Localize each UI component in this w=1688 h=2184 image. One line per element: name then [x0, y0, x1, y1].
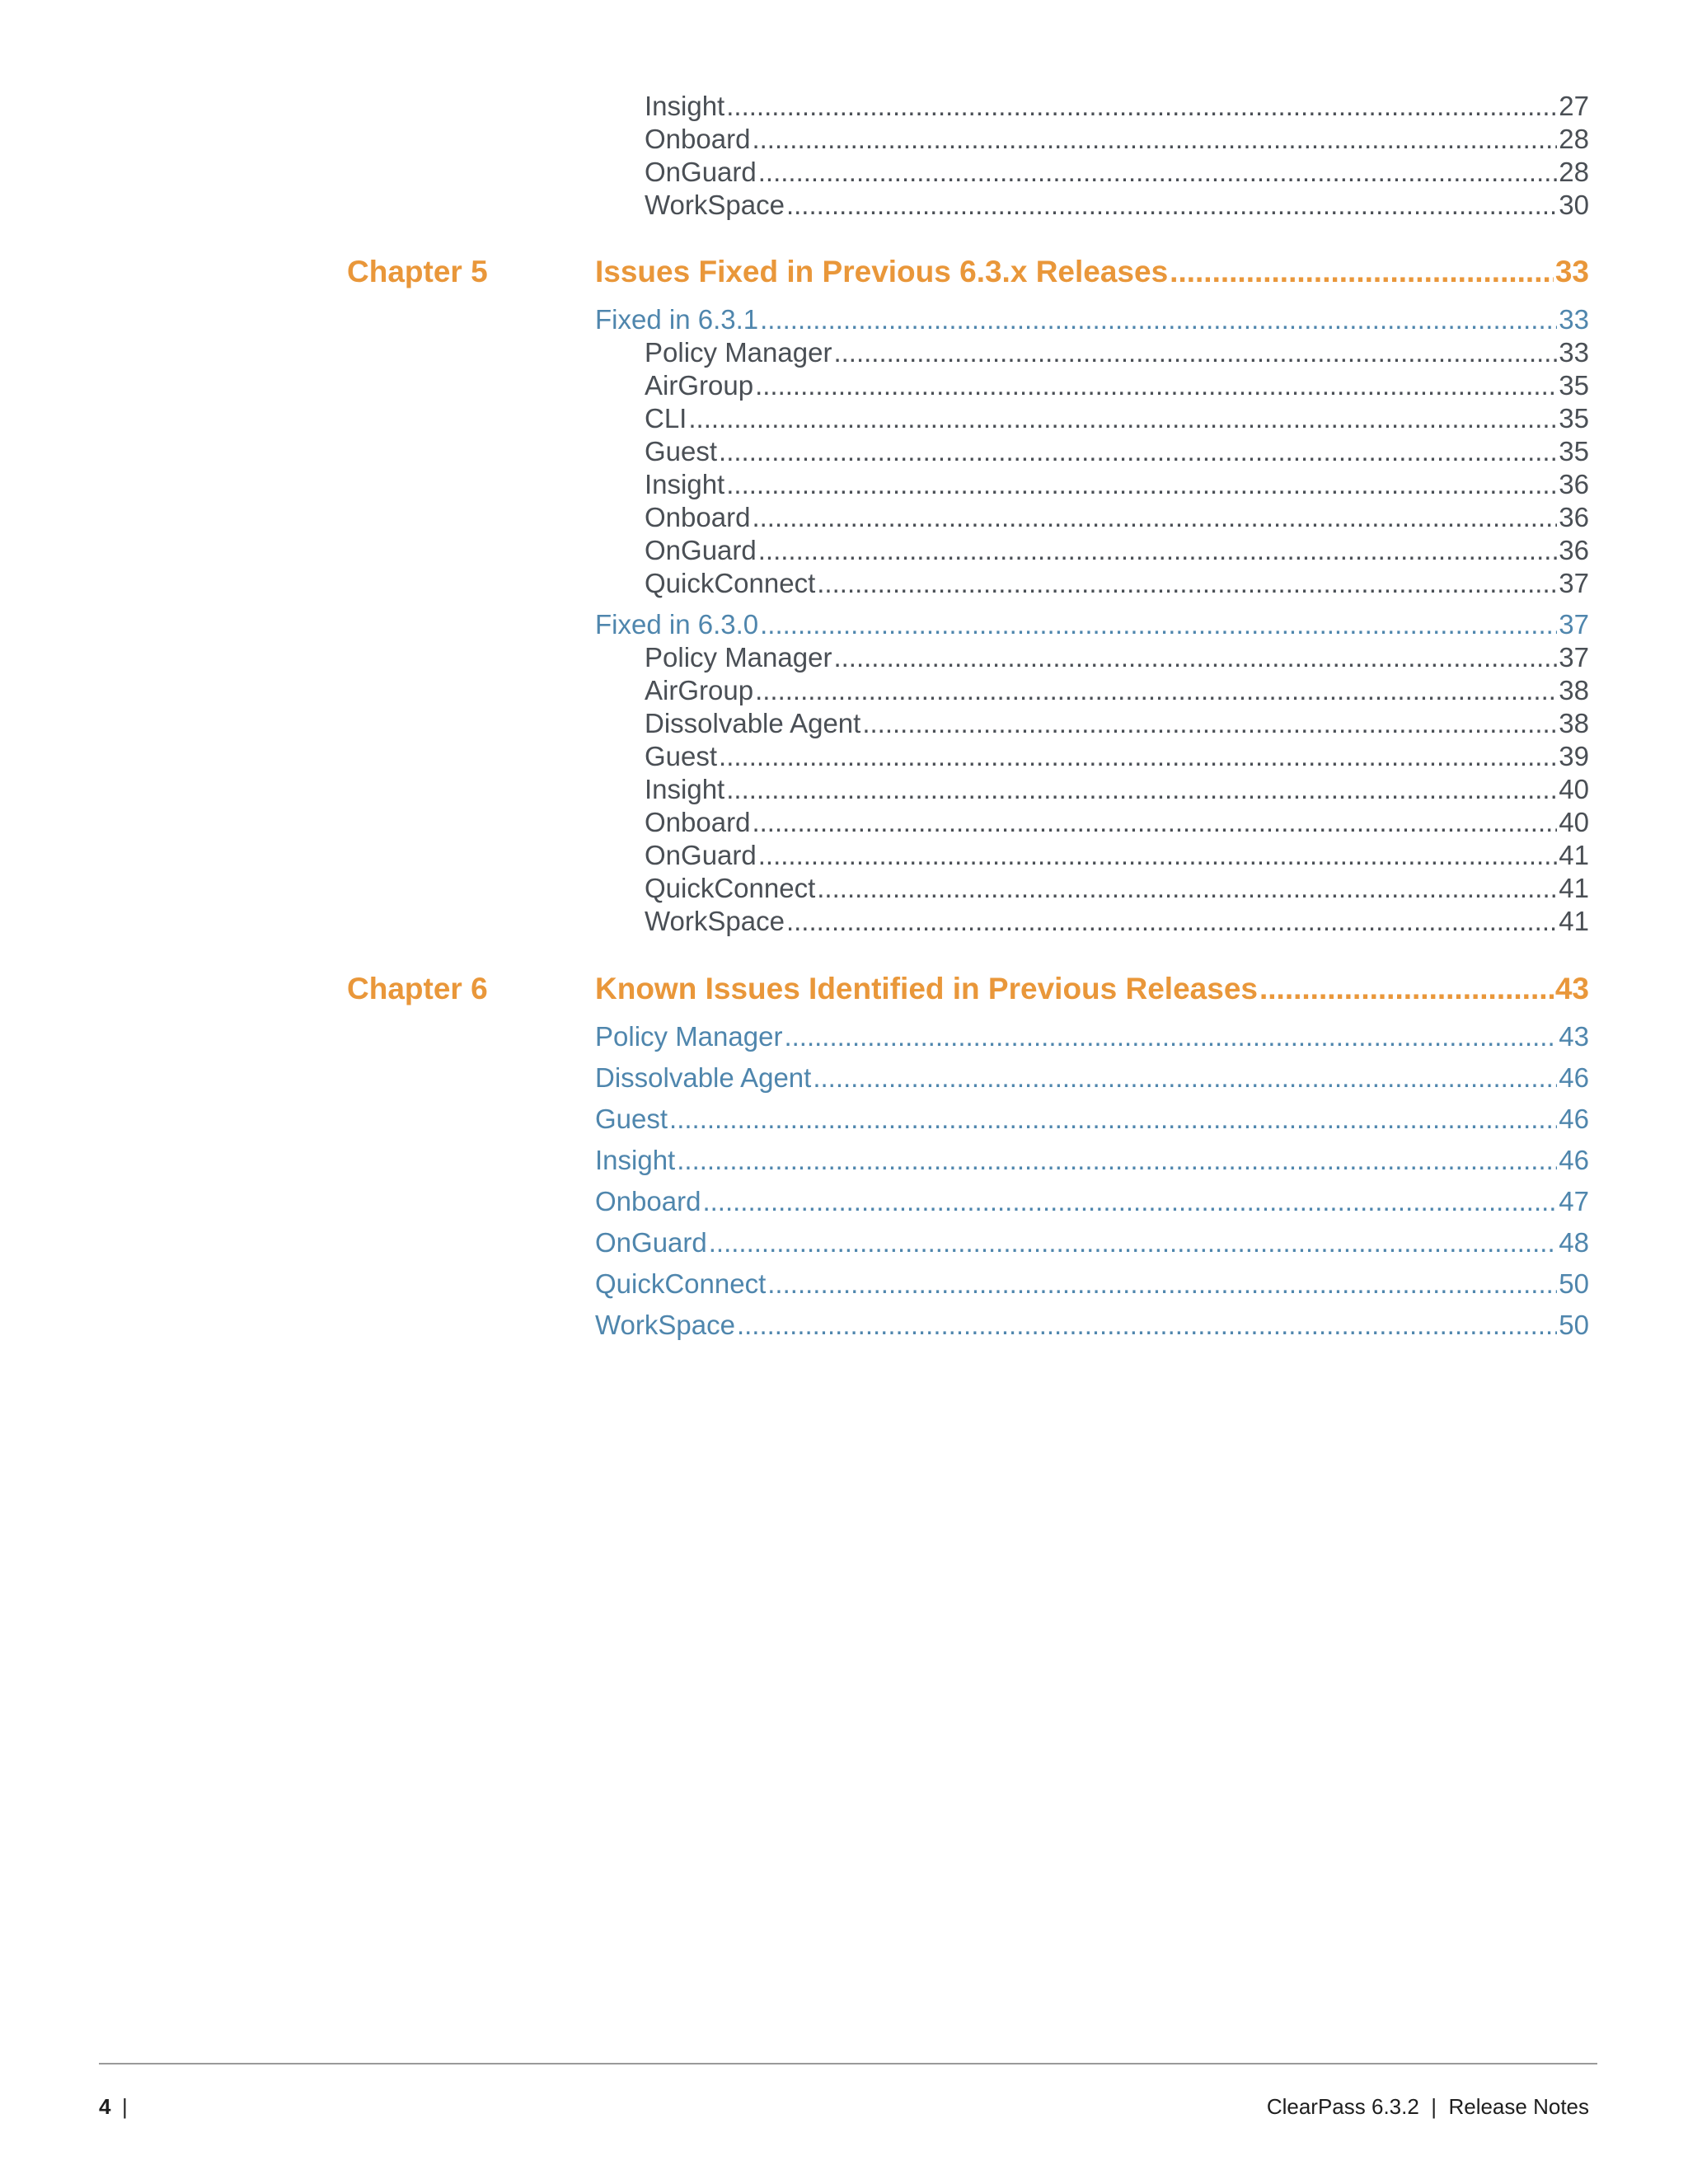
dot-leader	[817, 873, 1557, 904]
dot-leader	[726, 469, 1557, 500]
chapter-5-label: Chapter 5	[347, 255, 488, 288]
dot-leader	[726, 774, 1557, 805]
toc-entry[interactable]	[645, 502, 1589, 533]
toc-entry-label: WorkSpace	[645, 906, 785, 936]
chapter-6-label: Chapter 6	[347, 972, 488, 1005]
toc-entry-page: 36	[1559, 469, 1589, 499]
dot-leader	[752, 124, 1557, 155]
toc-section-page: 47	[1559, 1186, 1589, 1216]
toc-entry[interactable]	[645, 157, 1589, 188]
dot-leader	[726, 91, 1557, 122]
toc-entry-page: 37	[1559, 568, 1589, 598]
toc-section-label: QuickConnect	[595, 1268, 767, 1299]
toc-entry-label: QuickConnect	[645, 873, 816, 903]
toc-entry[interactable]	[645, 535, 1589, 566]
toc-entry-label: AirGroup	[645, 675, 754, 705]
toc-section-label: Fixed in 6.3.1	[595, 304, 759, 335]
toc-entry-label: OnGuard	[645, 157, 757, 187]
toc-entry-page: 27	[1559, 91, 1589, 121]
toc-section-label: Insight	[595, 1145, 676, 1175]
toc-entry-label: Onboard	[645, 807, 751, 837]
dot-leader	[688, 403, 1557, 434]
toc-entry-label: Onboard	[645, 502, 751, 532]
chapter-page: 43	[1554, 972, 1589, 1005]
chapter-6-heading[interactable]	[595, 972, 1589, 1006]
toc-entry-page: 28	[1559, 124, 1589, 154]
toc-section[interactable]	[595, 1145, 1589, 1176]
dot-leader	[677, 1145, 1557, 1176]
dot-leader	[719, 436, 1557, 467]
toc-entry[interactable]	[645, 91, 1589, 122]
dot-leader	[752, 502, 1557, 533]
chapter-title: Issues Fixed in Previous 6.3.x Releases	[595, 255, 1169, 288]
toc-entry[interactable]	[645, 469, 1589, 500]
toc-section-page: 46	[1559, 1062, 1589, 1093]
toc-entry-label: Insight	[645, 469, 725, 499]
toc-entry[interactable]	[645, 708, 1589, 739]
toc-entry[interactable]	[645, 807, 1589, 838]
dot-leader	[737, 1310, 1557, 1341]
toc-entry-label: Insight	[645, 774, 725, 804]
toc-entry[interactable]	[645, 741, 1589, 772]
toc-entry-label: CLI	[645, 403, 687, 434]
toc-section-label: Onboard	[595, 1186, 701, 1216]
dot-leader	[758, 535, 1558, 566]
toc-entry-page: 35	[1559, 436, 1589, 466]
toc-entry-page: 37	[1559, 642, 1589, 673]
dot-leader	[758, 840, 1558, 871]
toc-entry[interactable]	[645, 370, 1589, 401]
toc-entry[interactable]	[645, 190, 1589, 221]
dot-leader	[1170, 255, 1554, 289]
toc-section[interactable]	[595, 1021, 1589, 1052]
chapter-title: Known Issues Identified in Previous Releases	[595, 972, 1258, 1005]
dot-leader	[833, 337, 1557, 368]
footer-doc-title: ClearPass 6.3.2 | Release Notes	[1266, 2094, 1589, 2119]
toc-entry-page: 36	[1559, 535, 1589, 565]
toc-section-fixed-630[interactable]	[595, 609, 1589, 640]
toc-section-page: 46	[1559, 1145, 1589, 1175]
dot-leader	[760, 609, 1557, 640]
dot-leader	[709, 1227, 1558, 1258]
dot-leader	[862, 708, 1557, 739]
toc-section-label: Guest	[595, 1104, 668, 1134]
toc-entry-page: 39	[1559, 741, 1589, 771]
toc-section[interactable]	[595, 1186, 1589, 1217]
toc-entry-label: Dissolvable Agent	[645, 708, 861, 738]
toc-entry-label: QuickConnect	[645, 568, 816, 598]
toc-section[interactable]	[595, 1227, 1589, 1258]
toc-entry-label: OnGuard	[645, 840, 757, 870]
page-number: 4	[99, 2094, 111, 2119]
toc-entry-page: 41	[1559, 873, 1589, 903]
toc-entry-label: WorkSpace	[645, 190, 785, 220]
toc-entry[interactable]	[645, 337, 1589, 368]
toc-section-page: 50	[1559, 1268, 1589, 1299]
toc-entry[interactable]	[645, 675, 1589, 706]
dot-leader	[752, 807, 1557, 838]
toc-section[interactable]	[595, 1268, 1589, 1300]
toc-section[interactable]	[595, 1310, 1589, 1341]
toc-section-page: 46	[1559, 1104, 1589, 1134]
toc-section-page: 50	[1559, 1310, 1589, 1340]
toc-entry-page: 41	[1559, 840, 1589, 870]
dot-leader	[817, 568, 1557, 599]
toc-entry-page: 35	[1559, 403, 1589, 434]
toc-entry-label: Onboard	[645, 124, 751, 154]
toc-entry-page: 30	[1559, 190, 1589, 220]
toc-entry[interactable]	[645, 873, 1589, 904]
dot-leader	[786, 906, 1557, 937]
toc-section-label: OnGuard	[595, 1227, 707, 1258]
toc-entry-label: Policy Manager	[645, 642, 832, 673]
toc-entry-page: 38	[1559, 675, 1589, 705]
toc-section-label: Fixed in 6.3.0	[595, 609, 759, 640]
toc-entry-page: 35	[1559, 370, 1589, 401]
toc-entry-label: OnGuard	[645, 535, 757, 565]
toc-entry[interactable]	[645, 568, 1589, 599]
toc-entry-page: 40	[1559, 807, 1589, 837]
toc-entry[interactable]	[645, 774, 1589, 805]
toc-entry-label: AirGroup	[645, 370, 754, 401]
toc-entry-page: 36	[1559, 502, 1589, 532]
toc-entry-page: 33	[1559, 337, 1589, 368]
toc-section-fixed-631[interactable]	[595, 304, 1589, 335]
toc-entry[interactable]	[645, 124, 1589, 155]
toc-section[interactable]	[595, 1062, 1589, 1094]
dot-leader	[669, 1104, 1557, 1135]
toc-entry-label: Insight	[645, 91, 725, 121]
toc-section-page: 43	[1559, 1021, 1589, 1052]
toc-entry-page: 41	[1559, 906, 1589, 936]
toc-section-label: WorkSpace	[595, 1310, 735, 1340]
dot-leader	[813, 1062, 1557, 1094]
dot-leader	[786, 190, 1557, 221]
toc-entry-label: Guest	[645, 741, 718, 771]
toc-entry-label: Guest	[645, 436, 718, 466]
dot-leader	[1259, 972, 1554, 1006]
dot-leader	[760, 304, 1557, 335]
toc-entry[interactable]	[645, 906, 1589, 937]
dot-leader	[755, 370, 1557, 401]
toc-entry-page: 38	[1559, 708, 1589, 738]
toc-entry[interactable]	[645, 436, 1589, 467]
toc-section-page: 48	[1559, 1227, 1589, 1258]
toc-section-label: Policy Manager	[595, 1021, 783, 1052]
toc-section-page: 37	[1559, 609, 1589, 640]
dot-leader	[833, 642, 1557, 673]
dot-leader	[758, 157, 1558, 188]
footer-divider	[99, 2063, 1597, 2064]
toc-entry[interactable]	[645, 642, 1589, 673]
toc-section-page: 33	[1559, 304, 1589, 335]
dot-leader	[784, 1021, 1557, 1052]
toc-entry-page: 40	[1559, 774, 1589, 804]
dot-leader	[755, 675, 1557, 706]
toc-entry[interactable]	[645, 403, 1589, 434]
dot-leader	[702, 1186, 1557, 1217]
toc-entry-page: 28	[1559, 157, 1589, 187]
dot-leader	[767, 1268, 1557, 1300]
toc-section-label: Dissolvable Agent	[595, 1062, 812, 1093]
footer-separator: |	[122, 2094, 128, 2119]
chapter-page: 33	[1554, 255, 1589, 288]
toc-entry-label: Policy Manager	[645, 337, 832, 368]
toc-section[interactable]	[595, 1104, 1589, 1135]
dot-leader	[719, 741, 1557, 772]
chapter-5-heading[interactable]	[595, 255, 1589, 289]
toc-entry[interactable]	[645, 840, 1589, 871]
